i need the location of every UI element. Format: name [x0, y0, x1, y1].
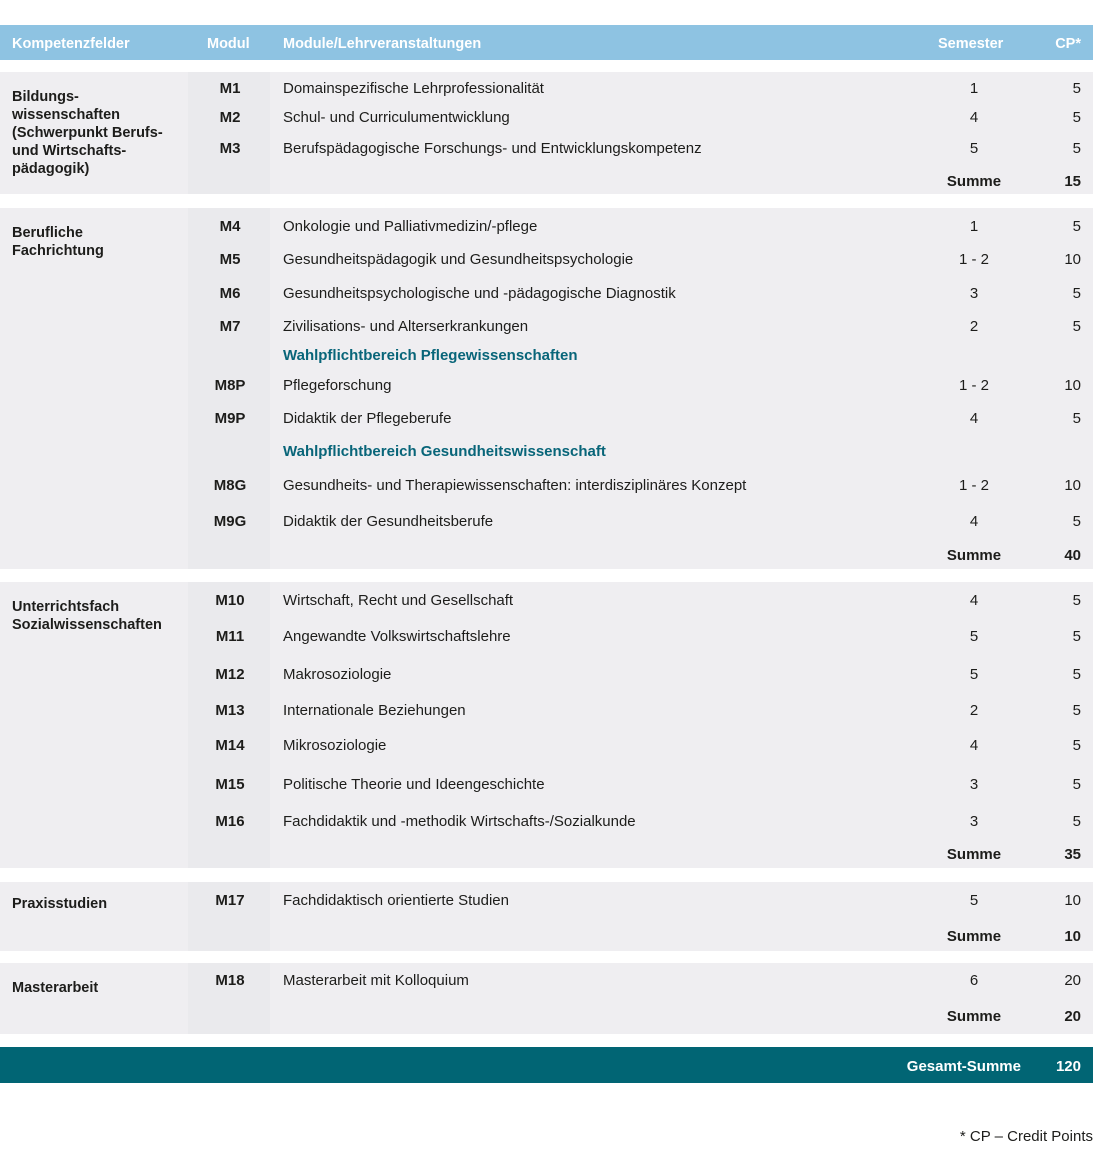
module-name: Politische Theorie und Ideengeschichte	[283, 776, 545, 793]
module-code: M10	[215, 592, 245, 609]
module-code: M2	[219, 109, 241, 126]
table-row	[0, 251, 1093, 271]
section-sozialwissenschaften	[0, 582, 1093, 868]
table-row	[0, 972, 1093, 992]
section-sum-row	[0, 1008, 1093, 1028]
header-cp: CP*	[1055, 36, 1081, 52]
module-name: Wirtschaft, Recht und Gesellschaft	[283, 592, 514, 609]
module-cp: 5	[1072, 666, 1081, 683]
section-field-label: Bildungs- wissenschaften (Schwerpunkt Berufs- und Wirtschafts- pädagogik)	[12, 89, 163, 177]
section-berufliche-fachrichtung	[0, 208, 1093, 569]
sum-value: 15	[1064, 173, 1081, 190]
module-cp: 5	[1072, 410, 1081, 427]
section-praxisstudien	[0, 882, 1093, 951]
elective-heading-pflege: Wahlpflichtbereich Pflegewissenschaften	[283, 347, 578, 364]
module-name: Masterarbeit mit Kolloquium	[283, 972, 469, 989]
table-row	[0, 702, 1093, 722]
module-semester: 4	[969, 513, 979, 530]
module-cp: 20	[1064, 972, 1081, 989]
module-name: Internationale Beziehungen	[283, 702, 466, 719]
section-sum-row	[0, 846, 1093, 866]
sum-label: Summe	[946, 173, 1002, 190]
module-cp: 5	[1072, 140, 1081, 157]
elective-heading-gesundheit: Wahlpflichtbereich Gesundheitswissenschaft	[283, 443, 606, 460]
module-semester: 2	[969, 318, 979, 335]
sum-value: 10	[1064, 928, 1081, 945]
module-cp: 5	[1072, 218, 1081, 235]
module-semester: 4	[969, 109, 979, 126]
module-semester: 5	[969, 628, 979, 645]
sum-label: Summe	[946, 928, 1002, 945]
header-courses: Module/Lehrveranstaltungen	[283, 36, 482, 52]
module-name: Makrosoziologie	[283, 666, 392, 683]
sum-label: Summe	[946, 846, 1002, 863]
module-cp: 5	[1072, 702, 1081, 719]
section-field-label: Masterarbeit	[12, 980, 99, 996]
table-row	[0, 776, 1093, 796]
module-code: M7	[219, 318, 241, 335]
module-code: M6	[219, 285, 241, 302]
module-code: M11	[215, 628, 245, 645]
table-row	[0, 218, 1093, 238]
header-module: Modul	[207, 36, 250, 52]
module-semester: 3	[969, 813, 979, 830]
module-cp: 10	[1064, 377, 1081, 394]
section-field-label: Berufliche Fachrichtung	[12, 225, 104, 259]
module-cp: 10	[1064, 251, 1081, 268]
header-semester: Semester	[938, 36, 1004, 52]
module-semester: 1	[969, 218, 979, 235]
table-row	[0, 80, 1093, 100]
module-semester: 4	[969, 737, 979, 754]
module-cp: 5	[1072, 318, 1081, 335]
module-code: M16	[215, 813, 245, 830]
module-code: M17	[215, 892, 245, 909]
section-bildungswissenschaften	[0, 72, 1093, 194]
module-code: M9P	[214, 410, 246, 427]
module-cp: 10	[1064, 477, 1081, 494]
footnote: * CP – Credit Points	[959, 1128, 1093, 1145]
grand-total-value: 120	[1055, 1058, 1081, 1075]
module-name: Didaktik der Pflegeberufe	[283, 410, 452, 427]
module-code: M3	[219, 140, 241, 157]
header-fields: Kompetenzfelder	[12, 36, 130, 52]
section-sum-row	[0, 928, 1093, 948]
module-cp: 5	[1072, 592, 1081, 609]
table-row	[0, 513, 1093, 533]
table-row	[0, 140, 1093, 160]
module-cp: 10	[1064, 892, 1081, 909]
module-semester: 3	[969, 776, 979, 793]
module-semester: 3	[969, 285, 979, 302]
module-semester: 1 - 2	[958, 477, 989, 494]
module-name: Gesundheitspsychologische und -pädagogische Diagnostik	[283, 285, 676, 302]
table-row	[0, 318, 1093, 338]
module-code: M9G	[213, 513, 247, 530]
module-code: M4	[219, 218, 241, 235]
table-header	[0, 25, 1093, 60]
module-semester: 1 - 2	[958, 251, 989, 268]
module-name: Fachdidaktisch orientierte Studien	[283, 892, 509, 909]
sum-value: 35	[1064, 846, 1081, 863]
module-code: M15	[215, 776, 245, 793]
module-semester: 6	[969, 972, 979, 989]
section-field-label: Unterrichtsfach Sozialwissenschaften	[12, 599, 162, 633]
module-semester: 5	[969, 666, 979, 683]
module-semester: 4	[969, 410, 979, 427]
module-name: Angewandte Volkswirtschaftslehre	[283, 628, 511, 645]
sum-label: Summe	[946, 1008, 1002, 1025]
table-row	[0, 666, 1093, 686]
module-name: Gesundheitspädagogik und Gesundheitspsychologie	[283, 251, 634, 268]
module-name: Domainspezifische Lehrprofessionalität	[283, 80, 544, 97]
module-code: M13	[215, 702, 245, 719]
module-semester: 1 - 2	[958, 377, 989, 394]
module-semester: 5	[969, 140, 979, 157]
module-cp: 5	[1072, 737, 1081, 754]
section-sum-row	[0, 547, 1093, 567]
table-row	[0, 377, 1093, 397]
module-name: Zivilisations- und Alterserkrankungen	[283, 318, 529, 335]
sum-label: Summe	[946, 547, 1002, 564]
module-cp: 5	[1072, 80, 1081, 97]
section-masterarbeit	[0, 963, 1093, 1034]
module-name: Berufspädagogische Forschungs- und Entwicklungskompetenz	[283, 140, 702, 157]
module-name: Fachdidaktik und -methodik Wirtschafts-/Sozialkunde	[283, 813, 636, 830]
module-code: M1	[219, 80, 241, 97]
module-code: M8P	[214, 377, 246, 394]
module-name: Gesundheits- und Therapiewissenschaften: interdisziplinäres Konzept	[283, 477, 747, 494]
module-code: M5	[219, 251, 241, 268]
module-cp: 5	[1072, 776, 1081, 793]
module-cp: 5	[1072, 813, 1081, 830]
grand-total-row	[0, 1047, 1093, 1083]
table-row	[0, 592, 1093, 612]
module-name: Didaktik der Gesundheitsberufe	[283, 513, 494, 530]
module-cp: 5	[1072, 285, 1081, 302]
module-semester: 4	[969, 592, 979, 609]
sum-value: 20	[1064, 1008, 1081, 1025]
table-row	[0, 109, 1093, 129]
module-code: M14	[215, 737, 245, 754]
module-code: M18	[215, 972, 245, 989]
module-name: Schul- und Curriculumentwicklung	[283, 109, 510, 126]
module-name: Pflegeforschung	[283, 377, 392, 394]
section-field-label: Praxisstudien	[12, 896, 108, 912]
module-code: M8G	[213, 477, 247, 494]
table-row	[0, 892, 1093, 912]
section-sum-row	[0, 173, 1093, 193]
module-cp: 5	[1072, 513, 1081, 530]
module-semester: 5	[969, 892, 979, 909]
table-row	[0, 737, 1093, 757]
sum-value: 40	[1064, 547, 1081, 564]
module-name: Onkologie und Palliativmedizin/-pflege	[283, 218, 538, 235]
module-name: Mikrosoziologie	[283, 737, 387, 754]
table-row	[0, 285, 1093, 305]
module-semester: 2	[969, 702, 979, 719]
module-semester: 1	[969, 80, 979, 97]
module-cp: 5	[1072, 628, 1081, 645]
grand-total-label: Gesamt-Summe	[906, 1058, 1021, 1075]
module-cp: 5	[1072, 109, 1081, 126]
table-row	[0, 628, 1093, 648]
table-row	[0, 813, 1093, 833]
module-code: M12	[215, 666, 245, 683]
table-row	[0, 477, 1093, 497]
table-row	[0, 410, 1093, 430]
